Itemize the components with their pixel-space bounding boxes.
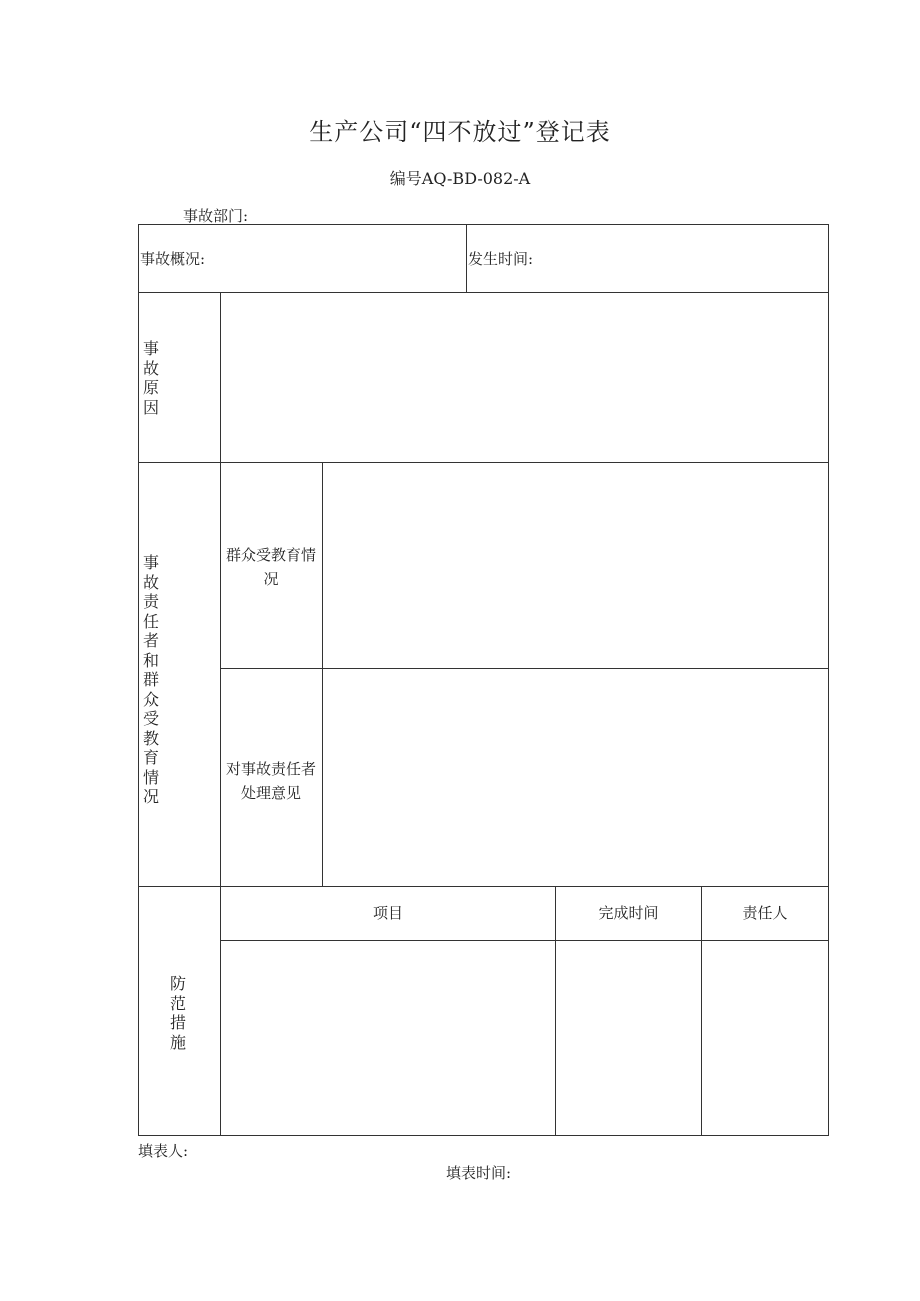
table-line: [138, 292, 829, 293]
page-title: 生产公司“四不放过”登记表: [309, 118, 611, 146]
time-label: 发生时间:: [468, 250, 534, 268]
department-label: 事故部门:: [183, 207, 249, 225]
table-line: [828, 224, 829, 1135]
table-line: [466, 224, 467, 292]
overview-label: 事故概况:: [140, 250, 206, 268]
column-header-responsible-person: 责任人: [742, 904, 788, 922]
table-line: [138, 462, 829, 463]
column-header-completion-time: 完成时间: [598, 904, 659, 922]
table-line: [138, 224, 829, 225]
table-line: [322, 462, 323, 886]
mass-education-label: 群众受教育情况: [226, 546, 317, 588]
measures-label: 防范措施: [169, 974, 186, 1052]
filler-label: 填表人:: [138, 1142, 189, 1160]
table-line: [138, 224, 139, 1135]
table-line: [138, 1135, 829, 1136]
education-label: 事故责任者和群众受教育情况: [142, 553, 159, 806]
cause-label: 事故原因: [142, 339, 159, 417]
table-line: [138, 886, 829, 887]
table-line: [220, 292, 221, 1135]
handling-opinion-label: 对事故责任者处理意见: [226, 760, 317, 802]
form-code: 编号AQ-BD-082-A: [389, 169, 531, 188]
table-line: [220, 940, 829, 941]
table-line: [220, 668, 829, 669]
fill-date-label: 填表时间:: [446, 1164, 512, 1182]
column-header-item: 项目: [372, 904, 403, 922]
